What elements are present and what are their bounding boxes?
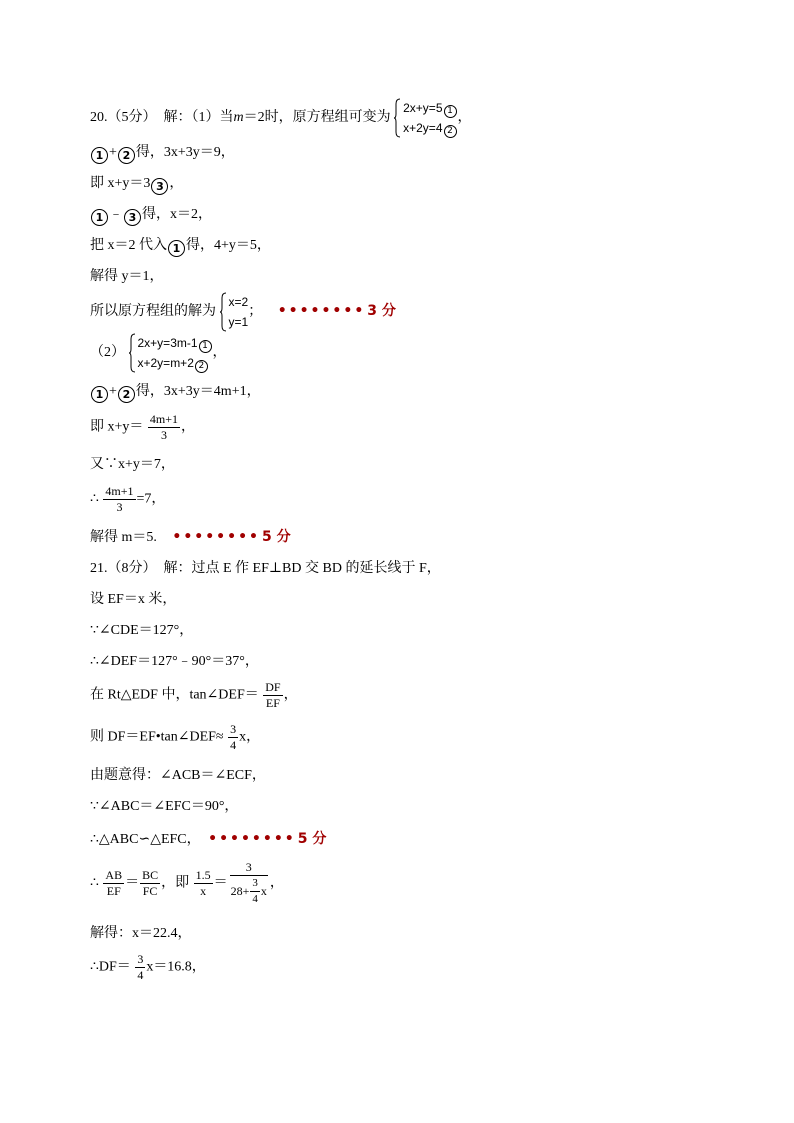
fraction: $\frac{3}{4}$ [230,722,237,752]
q20-line12: ∴ $\frac{4m+1}{3}$ =7， [90,484,166,514]
q20-line4: 1 ﹣ 3 得，x＝2， [90,206,212,226]
q20-line3: 即 x+y＝3 3 ， [90,176,184,193]
circled-number: 2 [444,125,457,138]
q21-line3: ∵∠CDE＝127°， [90,623,194,638]
brace-icon [220,292,227,332]
q20-line7: 所以原方程组的解为 x=2 y=1 ； •••••••• 3 分 [90,292,396,332]
circled-number: 3 [124,209,141,226]
circled-number: 1 [444,105,457,118]
q20-line9: 1 + 2 得，3x+3y＝4m+1， [90,383,261,403]
q21-line7: 由题意得：∠ACB＝∠ECF， [90,768,266,783]
q20-m: m [233,110,244,126]
score-marker: •••••••• 5 分 [172,529,291,545]
fraction: $\frac{4m+1}{3}$ [105,484,134,514]
q21-line12: ∴DF＝ $\frac{3}{4}$ x＝16.8， [90,952,206,982]
q20-sys1-row1: 2x+y=5 1 [403,98,457,118]
circled-number: 2 [195,360,208,373]
circled-number: 1 [199,340,212,353]
q21-line2: 设 EF＝x 米， [90,592,177,607]
compound-fraction: 3 28+ $\frac{3}{4}$ x [230,860,267,905]
q20-line11: 又∵x+y＝7， [90,457,175,472]
q21-line9: ∴△ABC∽△EFC， •••••••• 5 分 [90,831,327,847]
circled-number: 2 [118,386,135,403]
q21-line8: ∵∠ABC＝∠EFC＝90°， [90,799,239,814]
fraction: $\frac{DF}{EF}$ [265,680,281,710]
q20-part2: （2） 2x+y=3m-1 1 x+2y=m+2 2 ， [90,333,227,373]
q20-line13: 解得 m＝5. •••••••• 5 分 [90,529,291,545]
q20-header-text2: ＝2时，原方程组可变为 [243,110,391,126]
q20-system-2 [129,333,213,373]
q20-line5: 把 x＝2 代入 1 得，4+y＝5， [90,238,271,255]
fraction: $\frac{BC}{FC}$ [142,868,159,898]
q20-line6: 解得 y＝1， [90,269,164,284]
score-marker: •••••••• 3 分 [277,303,396,320]
score-marker: •••••••• 5 分 [208,831,327,847]
fraction: $\frac{3}{4}$ [137,952,144,982]
circled-number: 2 [118,147,135,164]
q21-line10: ∴ $\frac{AB}{EF}$ ＝ $\frac{BC}{FC}$ ，即 $\frac{1.5}{x}$ ＝ 3 28+ $\frac{3}{4}$ x ， [90,860,284,905]
q20-sys1-row2: x+2y=4 2 [403,118,457,138]
fraction: $\frac{4m+1}{3}$ [149,412,179,442]
q20-sys2-row1: 2x+y=3m-1 1 [138,333,213,353]
q20-header: 20.（5分） 解：（1）当m＝2时，原方程组可变为 2x+y=5 1 x+2y=4 2 ， [90,98,472,138]
q20-sys2-row2: x+2y=m+2 2 [138,353,213,373]
fraction: $\frac{1.5}{x}$ [195,868,211,898]
q21-line5: 在 Rt△EDF 中，tan∠DEF＝ $\frac{DF}{EF}$ ， [90,680,298,710]
q20-header-text: 20.（5分） 解：（1）当 [90,110,234,126]
q21-header: 21.（8分） 解：过点 E 作 EF⊥BD 交 BD 的延长线于 F， [90,561,441,576]
circled-number: 1 [168,240,185,257]
q21-line11: 解得：x＝22.4， [90,926,192,941]
fraction: $\frac{AB}{EF}$ [105,868,123,898]
circled-number: 1 [91,386,108,403]
circled-number: 3 [151,178,168,195]
fraction: $\frac{3}{4}$ [252,877,258,905]
q21-line4: ∴∠DEF＝127°﹣90°＝37°， [90,654,259,669]
q20-system-1 [394,98,457,138]
brace-icon [394,98,401,138]
circled-number: 1 [91,209,108,226]
q20-line10: 即 x+y＝ $\frac{4m+1}{3}$ ， [90,412,196,442]
q20-solution-system: x=2 y=1 [220,292,249,332]
q21-line6: 则 DF＝EF•tan∠DEF≈ $\frac{3}{4}$ x， [90,722,261,752]
brace-icon [129,333,136,373]
circled-number: 1 [91,147,108,164]
q20-line2: 1 + 2 得，3x+3y＝9， [90,144,235,164]
